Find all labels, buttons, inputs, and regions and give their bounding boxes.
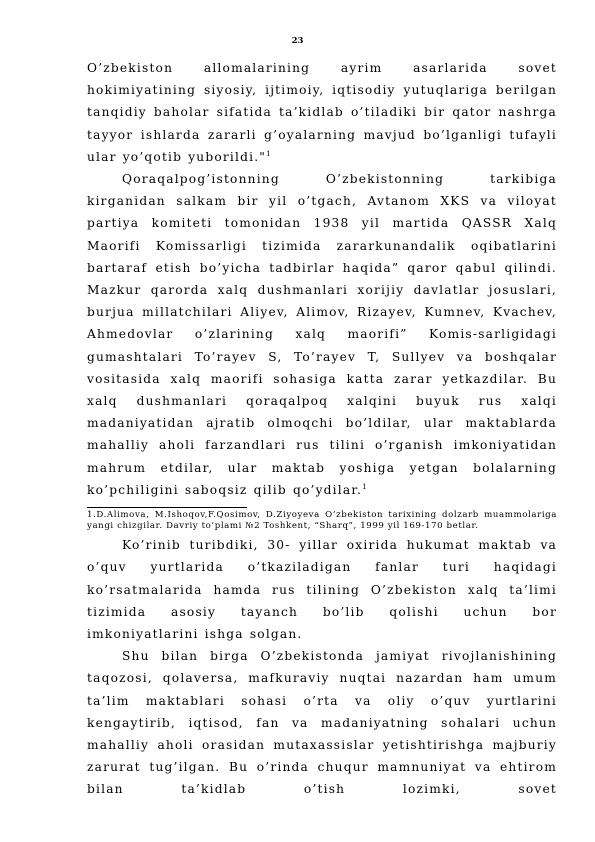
footnote-separator — [87, 507, 247, 508]
paragraph-1-text: O’zbekiston allomalarining ayrim asarlarida sovet hokimiyatining siyosiy, ijtimoiy, iqtisodiy yutuqlariga berilgan tanqidiy baholar sifatida ta’kidlab o’tiladiki bir qator nashrga tayyor ishlarda zararli g’oyalarning mavjud bo’lganligi tufayli ular yo’qotib yuborildi." — [87, 61, 557, 164]
paragraph-4: Shu bilan birga O’zbekistonda jamiyat rivojlanishining taqozosi, qolaversa, mafkuraviy nuqtai nazardan ham umum ta’lim maktablari sohasi o’rta va oliy o’quv yurtlarini kengaytirib, iqtisod, fan va madaniyatning sohalari uchun mahalliy aholi orasidan mutaxassislar yetishtirishga majburiy zarurat tug’ilgan. Bu o’rinda chuqur mamnuniyat va ehtirom bilan ta’kidlab o’tish lozimki, sovet — [87, 649, 557, 797]
footnote-text: 1.D.Alimova, M.Ishoqov,F.Qosimov, D.Ziyoyeva O’zbekiston tarixining dolzarb muammolariga yangi chizgilar. Davriy to’plami №2 Toshkent, “Sharq”, 1999 yil 169-170 betlar. — [87, 510, 557, 531]
footnote-mark-1: 1 — [266, 149, 272, 158]
footnote-mark-2: 1 — [362, 482, 368, 491]
paragraph-3: Ko’rinib turibdiki, 30- yillar oxirida hukumat maktab va o’quv yurtlarida o’tkaziladigan fanlar turi haqidagi ko’rsatmalarida hamda rus tilining O’zbekiston xalq ta’limi tizimida asosiy tayanch bo’lib qolishi uchun bor imkoniyatlarini ishga solgan. — [87, 538, 557, 642]
page-number: 23 — [291, 36, 304, 46]
paragraph-1 — [87, 57, 557, 168]
paragraph-2-text: Qoraqalpog’istonning O’zbekistonning tarkibiga kirganidan salkam bir yil o’tgach, Avtanom XKS va viloyat partiya komiteti tomonidan 1938 yil martida QASSR Xalq Maorifi Komissarligi tizimida zararkunandalik oqibatlarini bartaraf etish bo’yicha tadbirlar haqida” qaror qabul qilindi. Mazkur qarorda xalq dushmanlari xorijiy davlatlar josuslari, burjua millatchilari Aliyev, Alimov, Rizayev, Kumnev, Kvachev, Ahmedovlar o’zlarining xalq maorifi” Komis-sarligidagi gumashtalari To’rayev S, To’rayev T, Sullyev va boshqalar vositasida xalq maorifi sohasiga katta zarar yetkazdilar. Bu xalq dushmanlari qoraqalpoq xalqini buyuk rus xalqi madaniyatidan ajratib olmoqchi bo’ldilar, ular maktablarda mahalliy aholi farzandlari rus tilini o’rganish imkoniyatidan mahrum etdilar, ular maktab yoshiga yetgan bolalarning ko’pchiligini saboqsiz qilib qo’ydilar. — [87, 172, 557, 497]
paragraph-2 — [87, 168, 557, 501]
page-content — [87, 57, 557, 801]
